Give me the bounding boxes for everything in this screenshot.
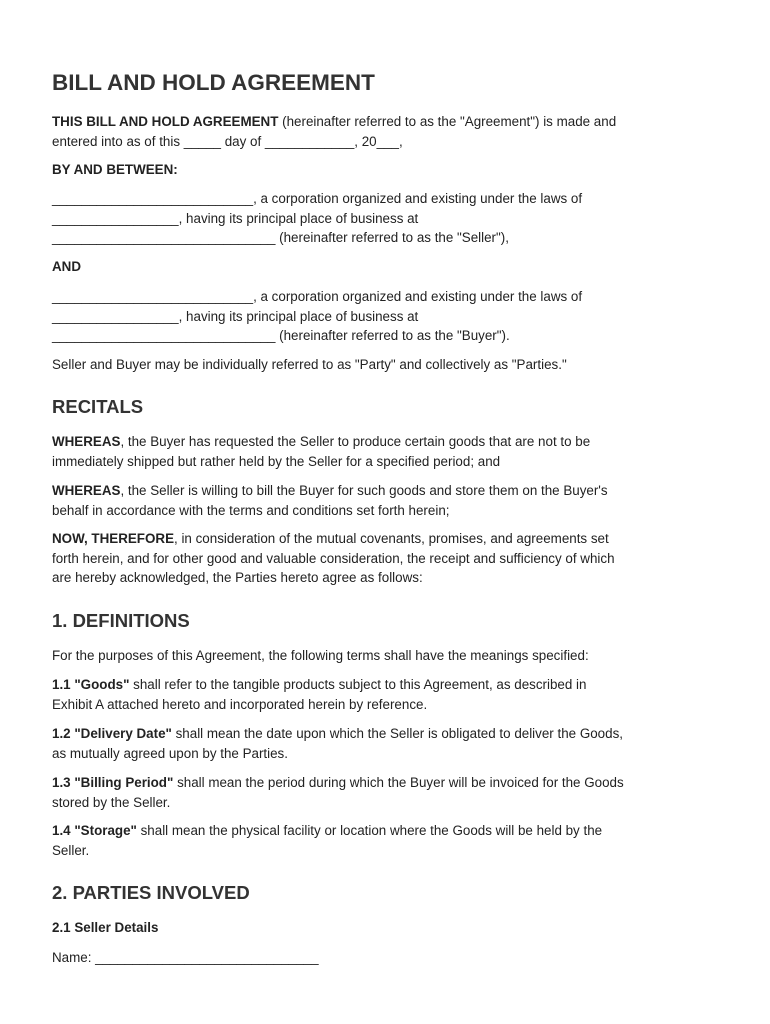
whereas-paragraph-1: WHEREAS, the Buyer has requested the Seller to produce certain goods that are not to be immediately shipped but rather held by the Seller for a specified period; and (52, 434, 591, 469)
seller-line2: _________________, having its principal place of business at (52, 210, 419, 226)
and-label: AND (52, 259, 82, 274)
definitions-intro: For the purposes of this Agreement, the following terms shall have the meanings specified: (52, 648, 589, 663)
whereas-paragraph-2: WHEREAS, the Seller is willing to bill the Buyer for such goods and store them on the Buyer's behalf in accordance with the terms and conditions set forth herein; (52, 483, 608, 518)
seller-details-heading: 2.1 Seller Details (52, 920, 159, 935)
intro-lead: THIS BILL AND HOLD AGREEMENT (52, 114, 279, 129)
seller-line1: ___________________________, a corporation organized and existing under the laws of (52, 191, 583, 206)
definition-delivery-date: 1.2 "Delivery Date" shall mean the date upon which the Seller is obligated to deliver the Goods, as mutually agreed upon by the Parties. (52, 726, 623, 761)
intro-line1: (hereinafter referred to as the "Agreement") is made and (278, 114, 617, 129)
definition-storage: 1.4 "Storage" shall mean the physical facility or location where the Goods will be held by the Seller. (52, 823, 603, 858)
buyer-line1: ___________________________, a corporation organized and existing under the laws of (52, 289, 583, 304)
seller-name-line: Name: ______________________________ (52, 950, 319, 965)
document-title: BILL AND HOLD AGREEMENT (52, 70, 375, 95)
intro-paragraph (52, 112, 616, 151)
buyer-block (52, 287, 582, 346)
now-therefore-paragraph: NOW, THEREFORE, in consideration of the mutual covenants, promises, and agreements set forth herein, and for other good and valuable consideration, the receipt and sufficiency of which are hereby acknowledged, the Parties hereto agree as follows: (52, 531, 615, 585)
definitions-heading: 1. DEFINITIONS (52, 610, 190, 631)
seller-block (52, 189, 582, 248)
buyer-line3: ______________________________ (hereinafter referred to as the "Buyer"). (52, 328, 510, 343)
between-label: BY AND BETWEEN: (52, 162, 178, 177)
seller-line3: ______________________________ (hereinafter referred to as the "Seller"), (52, 230, 509, 245)
parties-involved-heading: 2. PARTIES INVOLVED (52, 882, 250, 903)
parties-sentence: Seller and Buyer may be individually referred to as "Party" and collectively as "Parties." (52, 357, 567, 372)
recitals-heading: RECITALS (52, 396, 144, 417)
buyer-line2: _________________, having its principal place of business at (52, 308, 419, 324)
definition-billing-period: 1.3 "Billing Period" shall mean the period during which the Buyer will be invoiced for the Goods stored by the Seller. (52, 775, 624, 810)
intro-line2: entered into as of this _____ day of ____________, 20___, (52, 133, 403, 149)
definition-goods: 1.1 "Goods" shall refer to the tangible products subject to this Agreement, as described in Exhibit A attached hereto and incorporated herein by reference. (52, 677, 587, 712)
